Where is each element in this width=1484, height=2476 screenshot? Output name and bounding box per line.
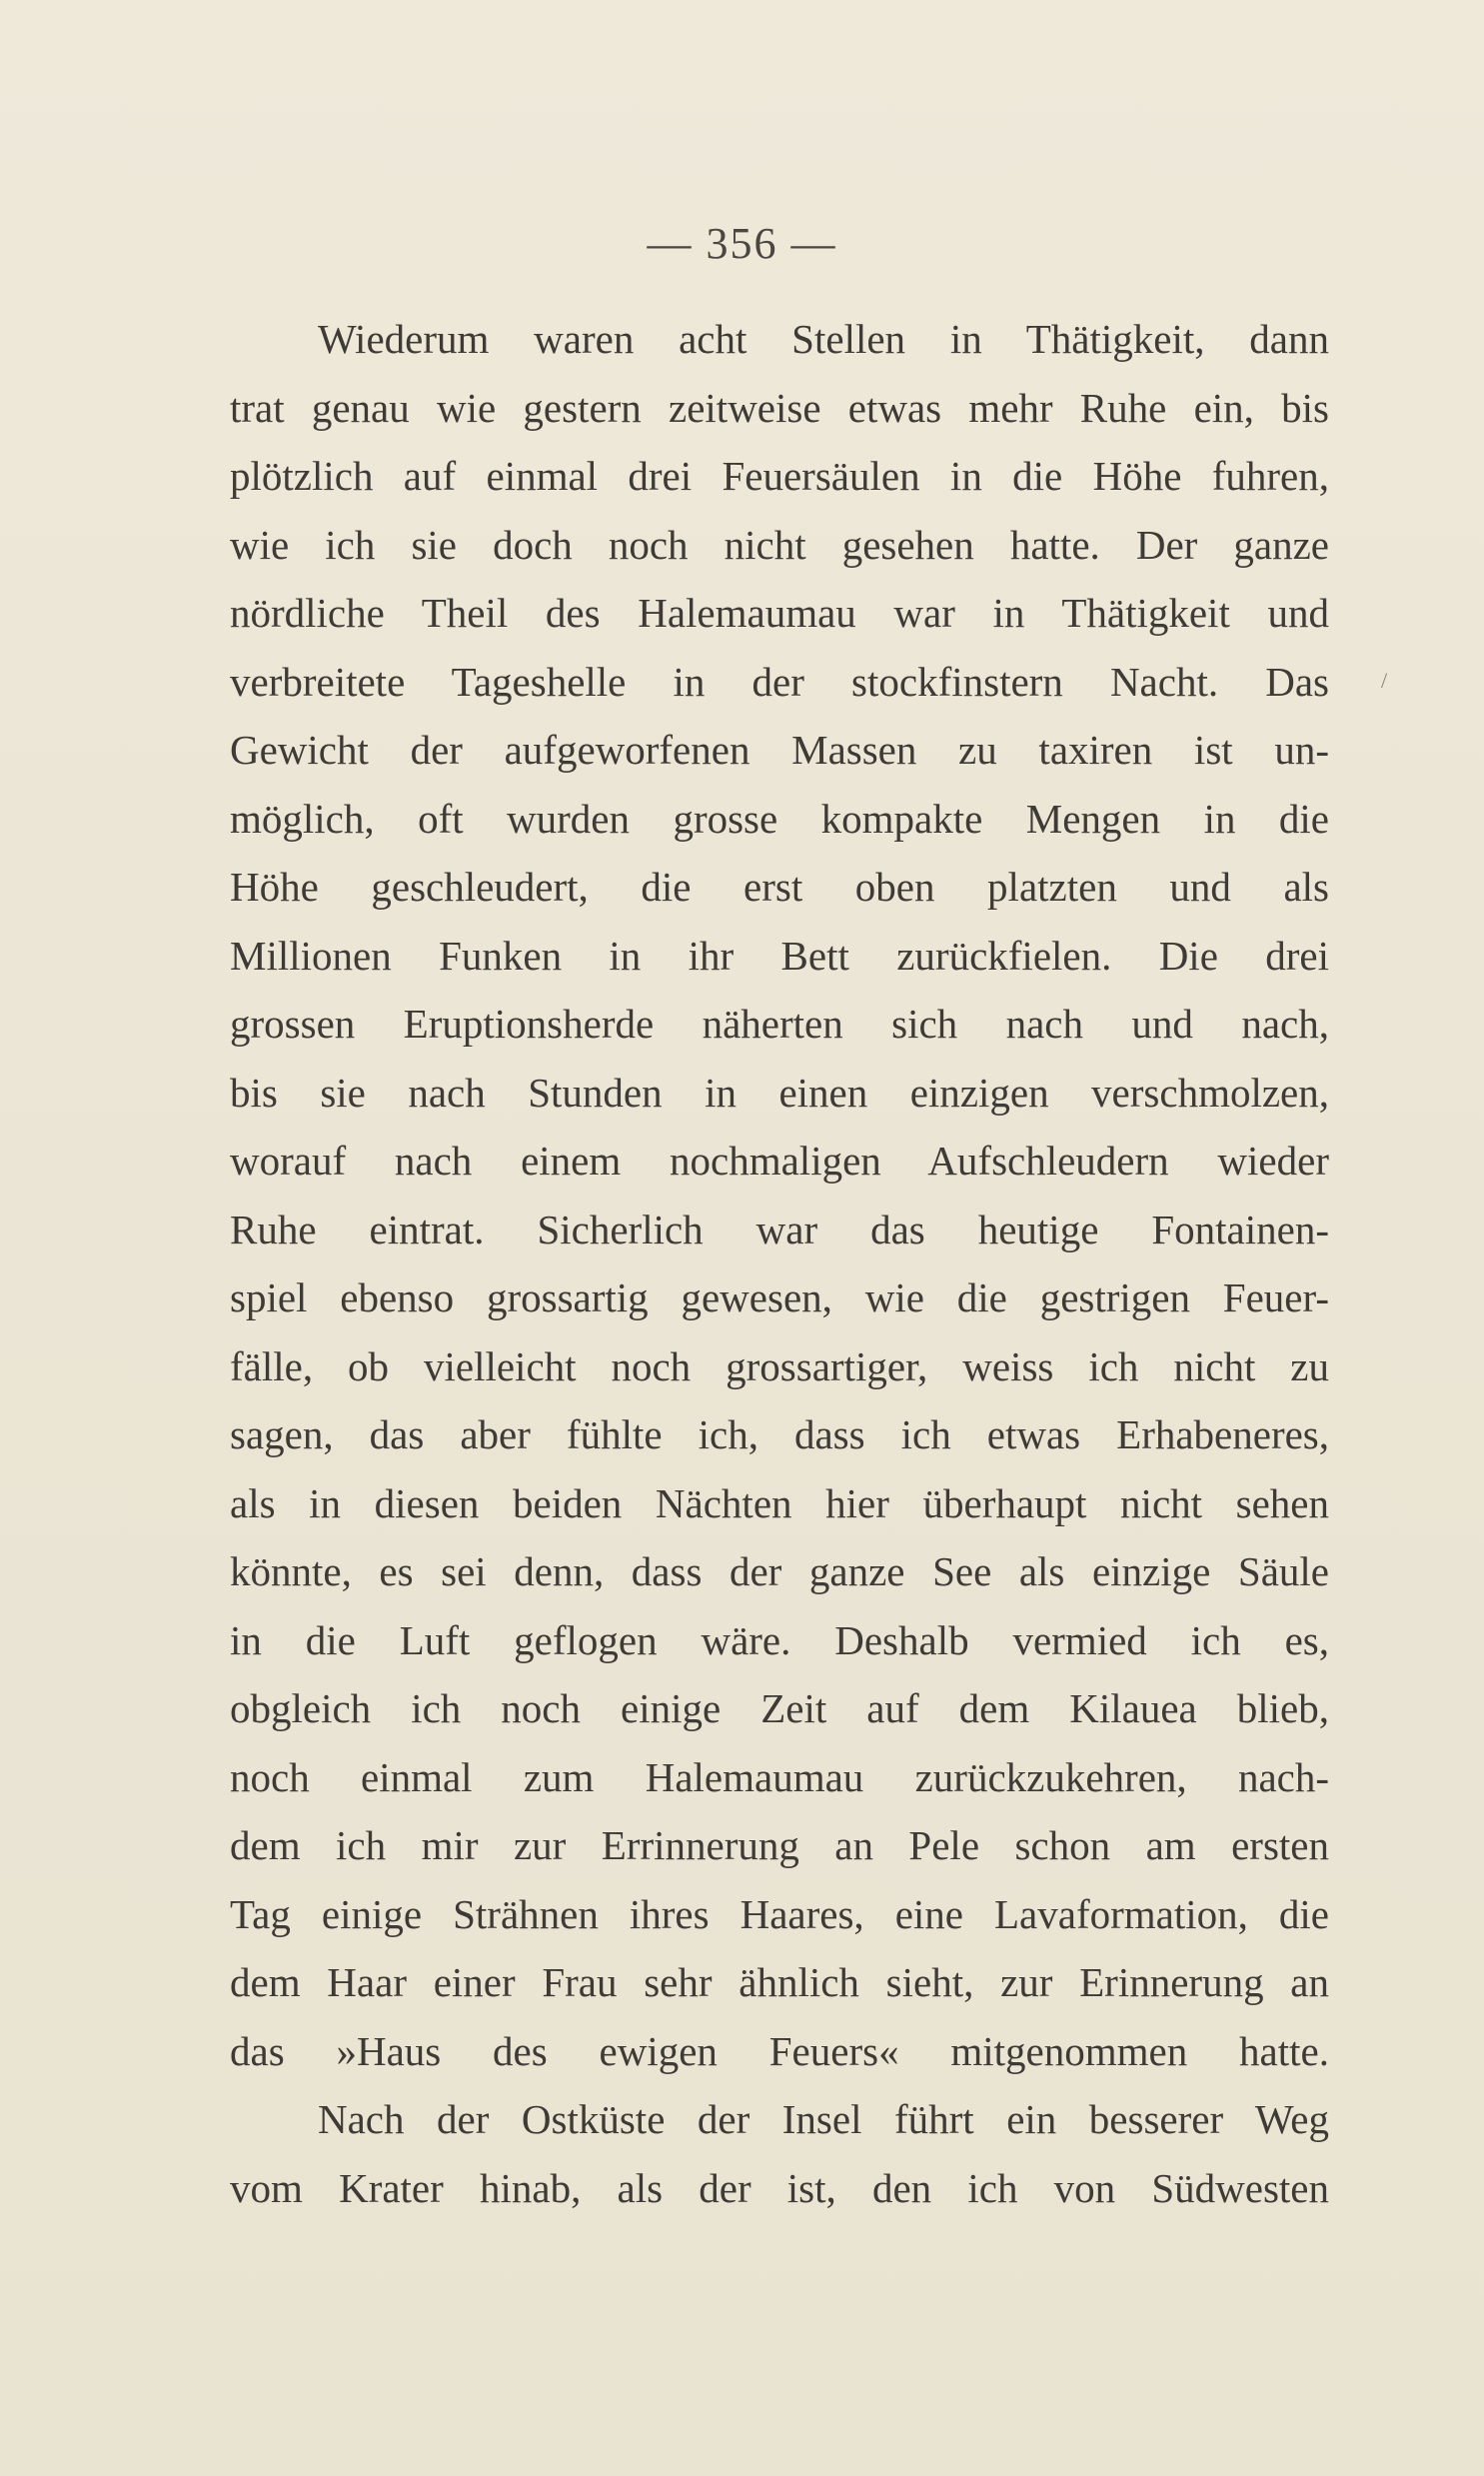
text-line: nördliche Theil des Halemaumau war in Thätigkeit und [230, 590, 1329, 636]
text-line: das »Haus des ewigen Feuers« mitgenommen hatte. [230, 2027, 1329, 2074]
text-line: Ruhe eintrat. Sicherlich war das heutige Fontainen- [230, 1206, 1329, 1252]
text-line: Gewicht der aufgeworfenen Massen zu taxiren ist un- [230, 727, 1329, 773]
text-line: grossen Eruptionsherde näherten sich nach und nach, [230, 1001, 1329, 1047]
page-number: — 356 — [647, 219, 837, 268]
text-line: spiel ebenso grossartig gewesen, wie die gestrigen Feuer- [230, 1274, 1329, 1320]
margin-mark: / [1381, 668, 1388, 693]
text-line: Höhe geschleudert, die erst oben platzten und als [230, 864, 1329, 910]
text-line: trat genau wie gestern zeitweise etwas mehr Ruhe ein, bis [230, 384, 1329, 431]
text-line: dem Haar einer Frau sehr ähnlich sieht, zur Erinnerung an [230, 1959, 1329, 2005]
text-line: noch einmal zum Halemaumau zurückzukehren, nach- [230, 1753, 1329, 1800]
text-line: plötzlich auf einmal drei Feuersäulen in die Höhe fuhren, [230, 453, 1329, 499]
text-line: fälle, ob vielleicht noch grossartiger, weiss ich nicht zu [230, 1342, 1329, 1389]
text-line: Tag einige Strähnen ihres Haares, eine Lavaformation, die [230, 1890, 1329, 1937]
text-line: in die Luft geflogen wäre. Deshalb vermied ich es, [230, 1616, 1329, 1663]
text-line: Nach der Ostküste der Insel führt ein besserer Weg [318, 2096, 1329, 2142]
text-line: möglich, oft wurden grosse kompakte Mengen in die [230, 795, 1329, 842]
text-line: verbreitete Tageshelle in der stockfinstern Nacht. Das [230, 658, 1329, 705]
text-line: könnte, es sei denn, dass der ganze See als einzige Säule [230, 1548, 1329, 1594]
text-line: vom Krater hinab, als der ist, den ich von Südwesten [230, 2164, 1329, 2211]
text-line: sagen, das aber fühlte ich, dass ich etwas Erhabeneres, [230, 1411, 1329, 1457]
text-line: Wiederum waren acht Stellen in Thätigkeit, dann [318, 316, 1329, 362]
text-line: bis sie nach Stunden in einen einzigen verschmolzen, [230, 1069, 1329, 1116]
text-line: obgleich ich noch einige Zeit auf dem Kilauea blieb, [230, 1685, 1329, 1731]
text-line: Millionen Funken in ihr Bett zurückfielen. Die drei [230, 932, 1329, 979]
text-line: wie ich sie doch noch nicht gesehen hatte. Der ganze [230, 521, 1329, 568]
text-line: worauf nach einem nochmaligen Aufschleudern wieder [230, 1138, 1329, 1184]
text-line: als in diesen beiden Nächten hier überhaupt nicht sehen [230, 1479, 1329, 1526]
text-line: dem ich mir zur Errinnerung an Pele schon am ersten [230, 1822, 1329, 1868]
body-text [230, 305, 1329, 2222]
